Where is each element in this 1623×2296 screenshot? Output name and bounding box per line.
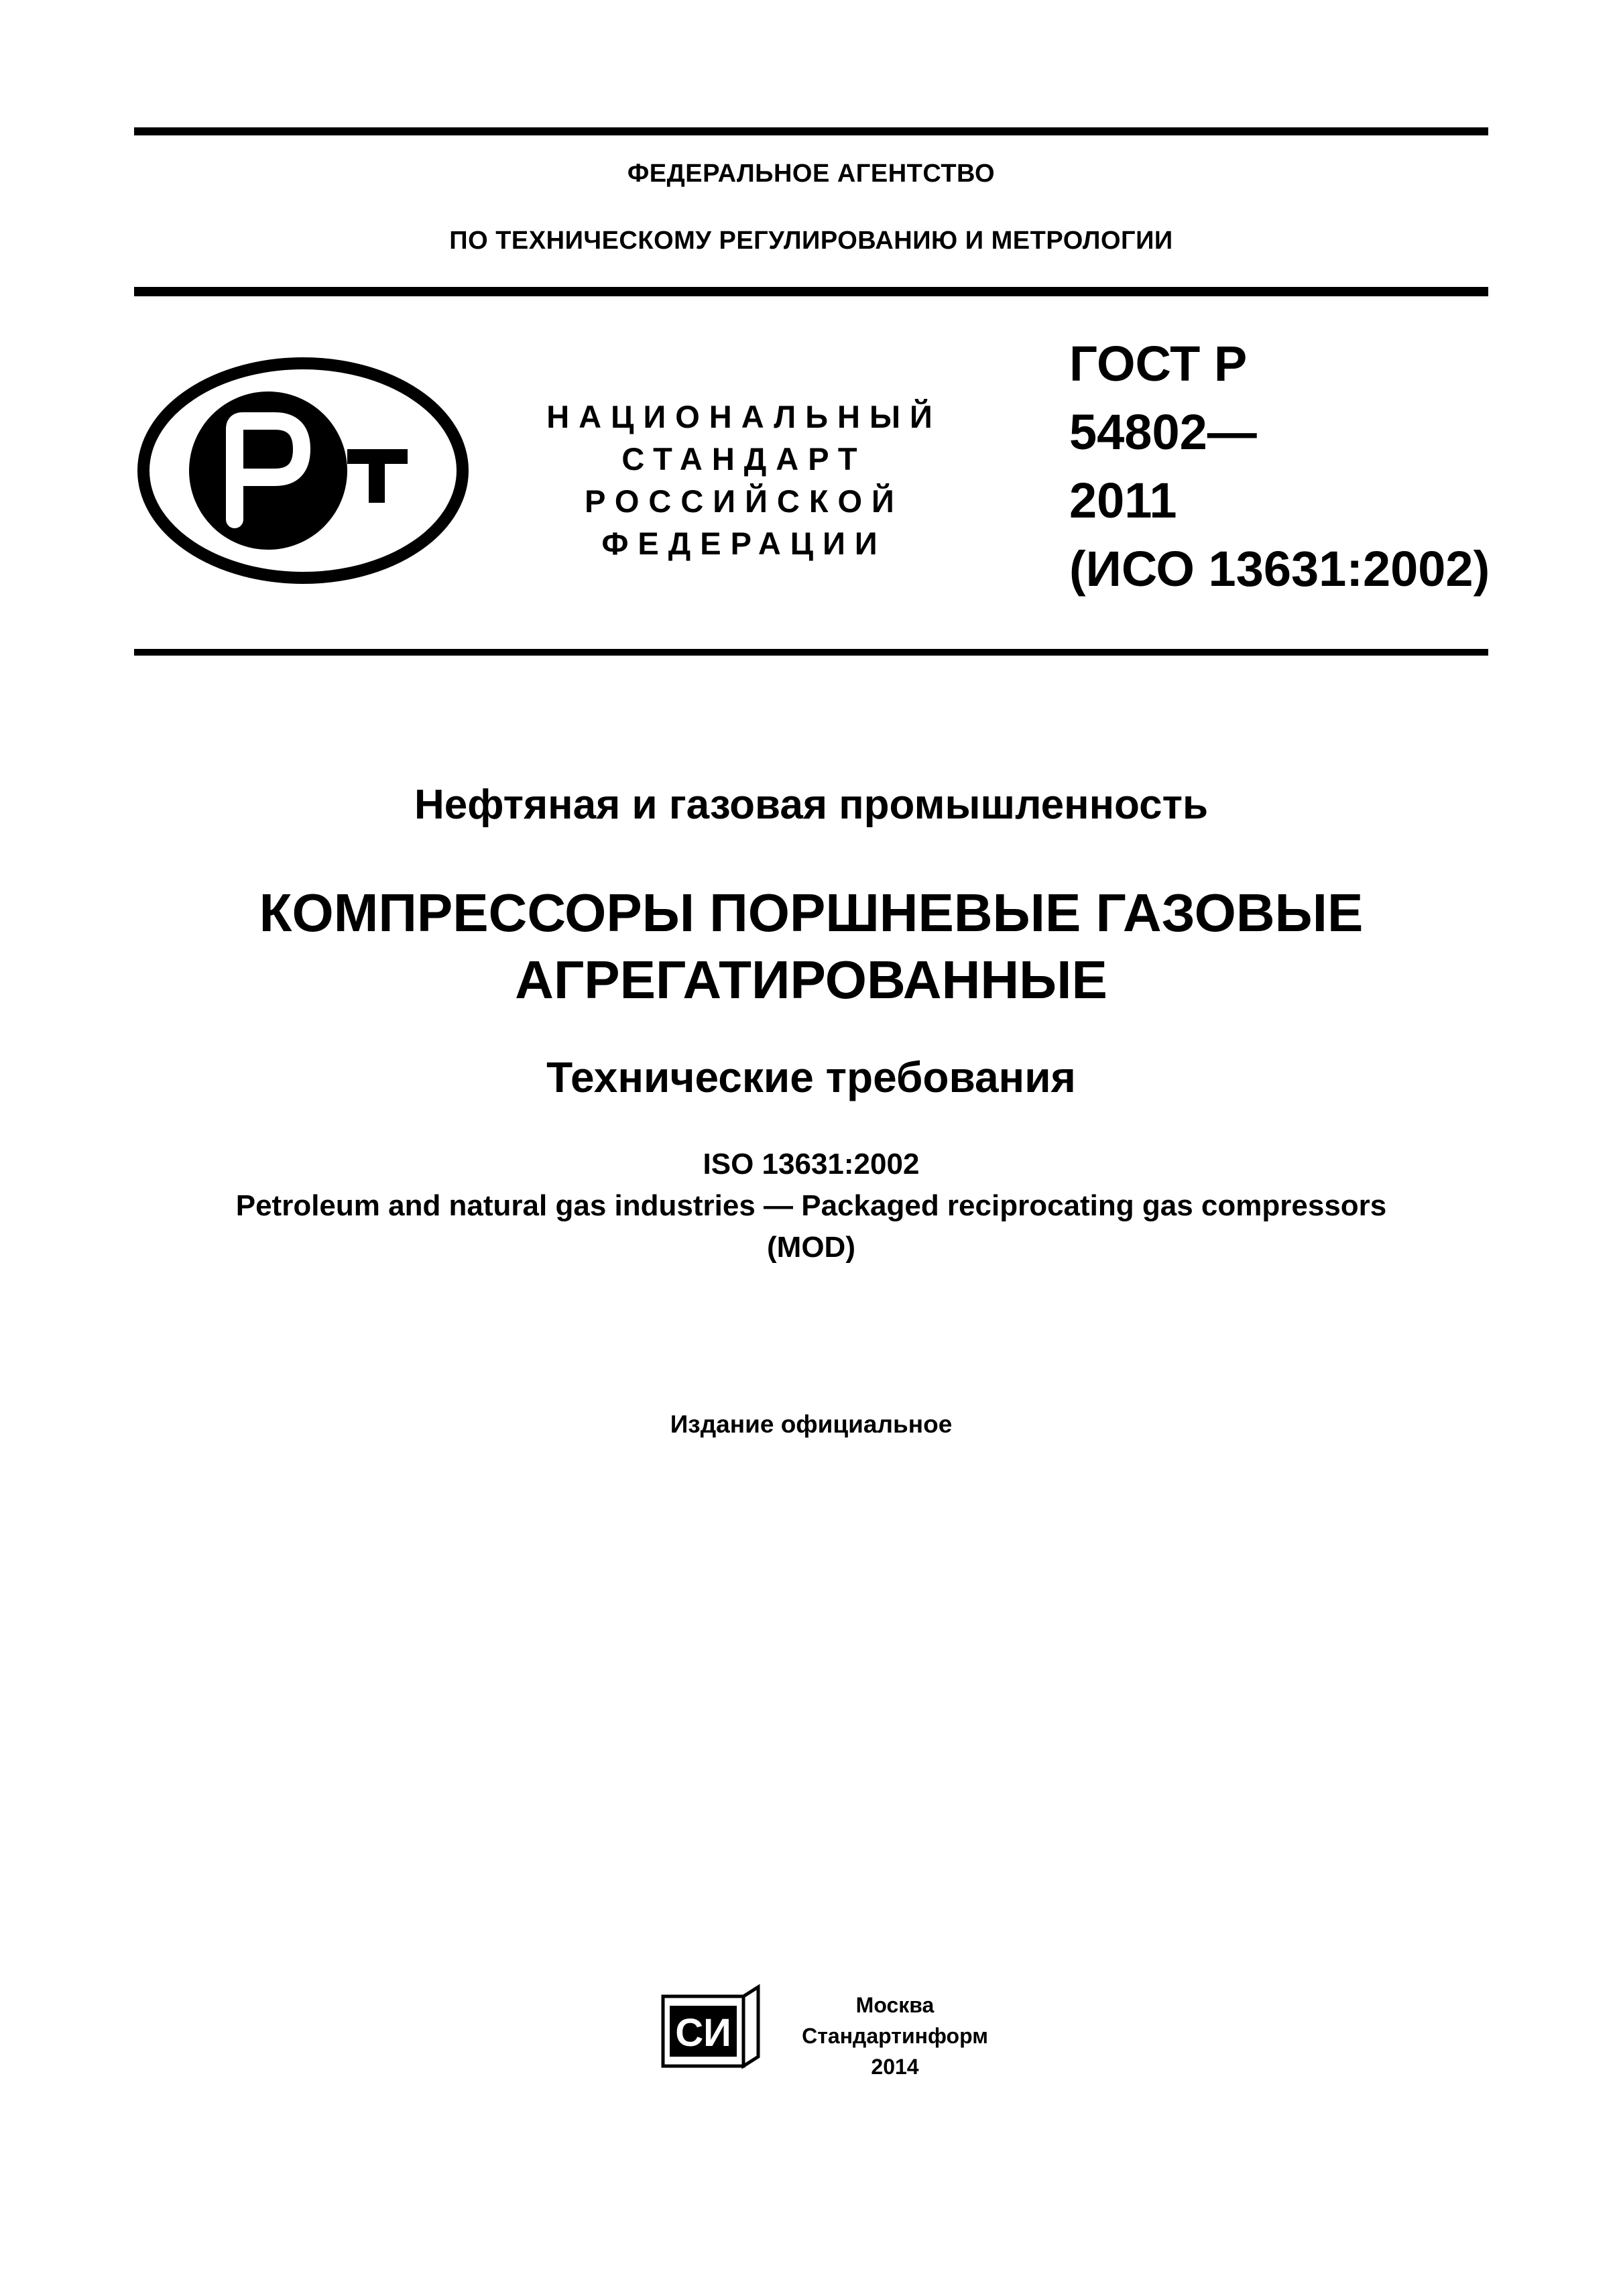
agency-line-2: ПО ТЕХНИЧЕСКОМУ РЕГУЛИРОВАНИЮ И МЕТРОЛОГИИ — [449, 227, 1173, 255]
publisher-block — [778, 1990, 1012, 2082]
national-line-1: НАЦИОНАЛЬНЫЙ — [546, 399, 942, 434]
national-line-2: СТАНДАРТ — [621, 441, 867, 477]
designation-line-4: (ИСО 13631:2002) — [1069, 541, 1490, 597]
document-subtitle: Технические требования — [546, 1053, 1076, 1101]
document-title-line-2: АГРЕГАТИРОВАННЫЕ — [515, 950, 1107, 1010]
designation-rule — [134, 649, 1488, 656]
header-rule — [134, 287, 1488, 296]
designation-line-1: ГОСТ Р — [1069, 336, 1248, 391]
designation-line-3: 2011 — [1069, 473, 1177, 528]
standard-designation — [1069, 330, 1490, 603]
national-line-3: РОССИЙСКОЙ — [585, 483, 904, 519]
rst-emblem-logo — [134, 355, 473, 587]
iso-modification: (MOD) — [767, 1231, 855, 1264]
iso-english-title: Petroleum and natural gas industries — Packaged reciprocating gas compressors — [235, 1189, 1387, 1222]
publisher-logo-text: СИ — [675, 2011, 731, 2055]
edition-label: Издание официальное — [670, 1410, 953, 1438]
national-standard-label — [516, 396, 972, 564]
document-title-line-1: КОМПРЕССОРЫ ПОРШНЕВЫЕ ГАЗОВЫЕ — [259, 883, 1364, 943]
publisher-name: Стандартинформ — [802, 2024, 988, 2048]
national-line-4: ФЕДЕРАЦИИ — [601, 526, 887, 561]
designation-line-2: 54802— — [1069, 404, 1257, 460]
document-title — [134, 880, 1488, 1014]
top-rule — [134, 127, 1488, 135]
iso-number: ISO 13631:2002 — [703, 1148, 920, 1181]
standartinform-logo — [660, 1984, 761, 2071]
agency-line-1: ФЕДЕРАЛЬНОЕ АГЕНТСТВО — [627, 160, 996, 188]
publisher-year: 2014 — [871, 2055, 919, 2079]
publisher-city: Москва — [855, 1993, 935, 2017]
industry-heading: Нефтяная и газовая промышленность — [414, 782, 1209, 828]
